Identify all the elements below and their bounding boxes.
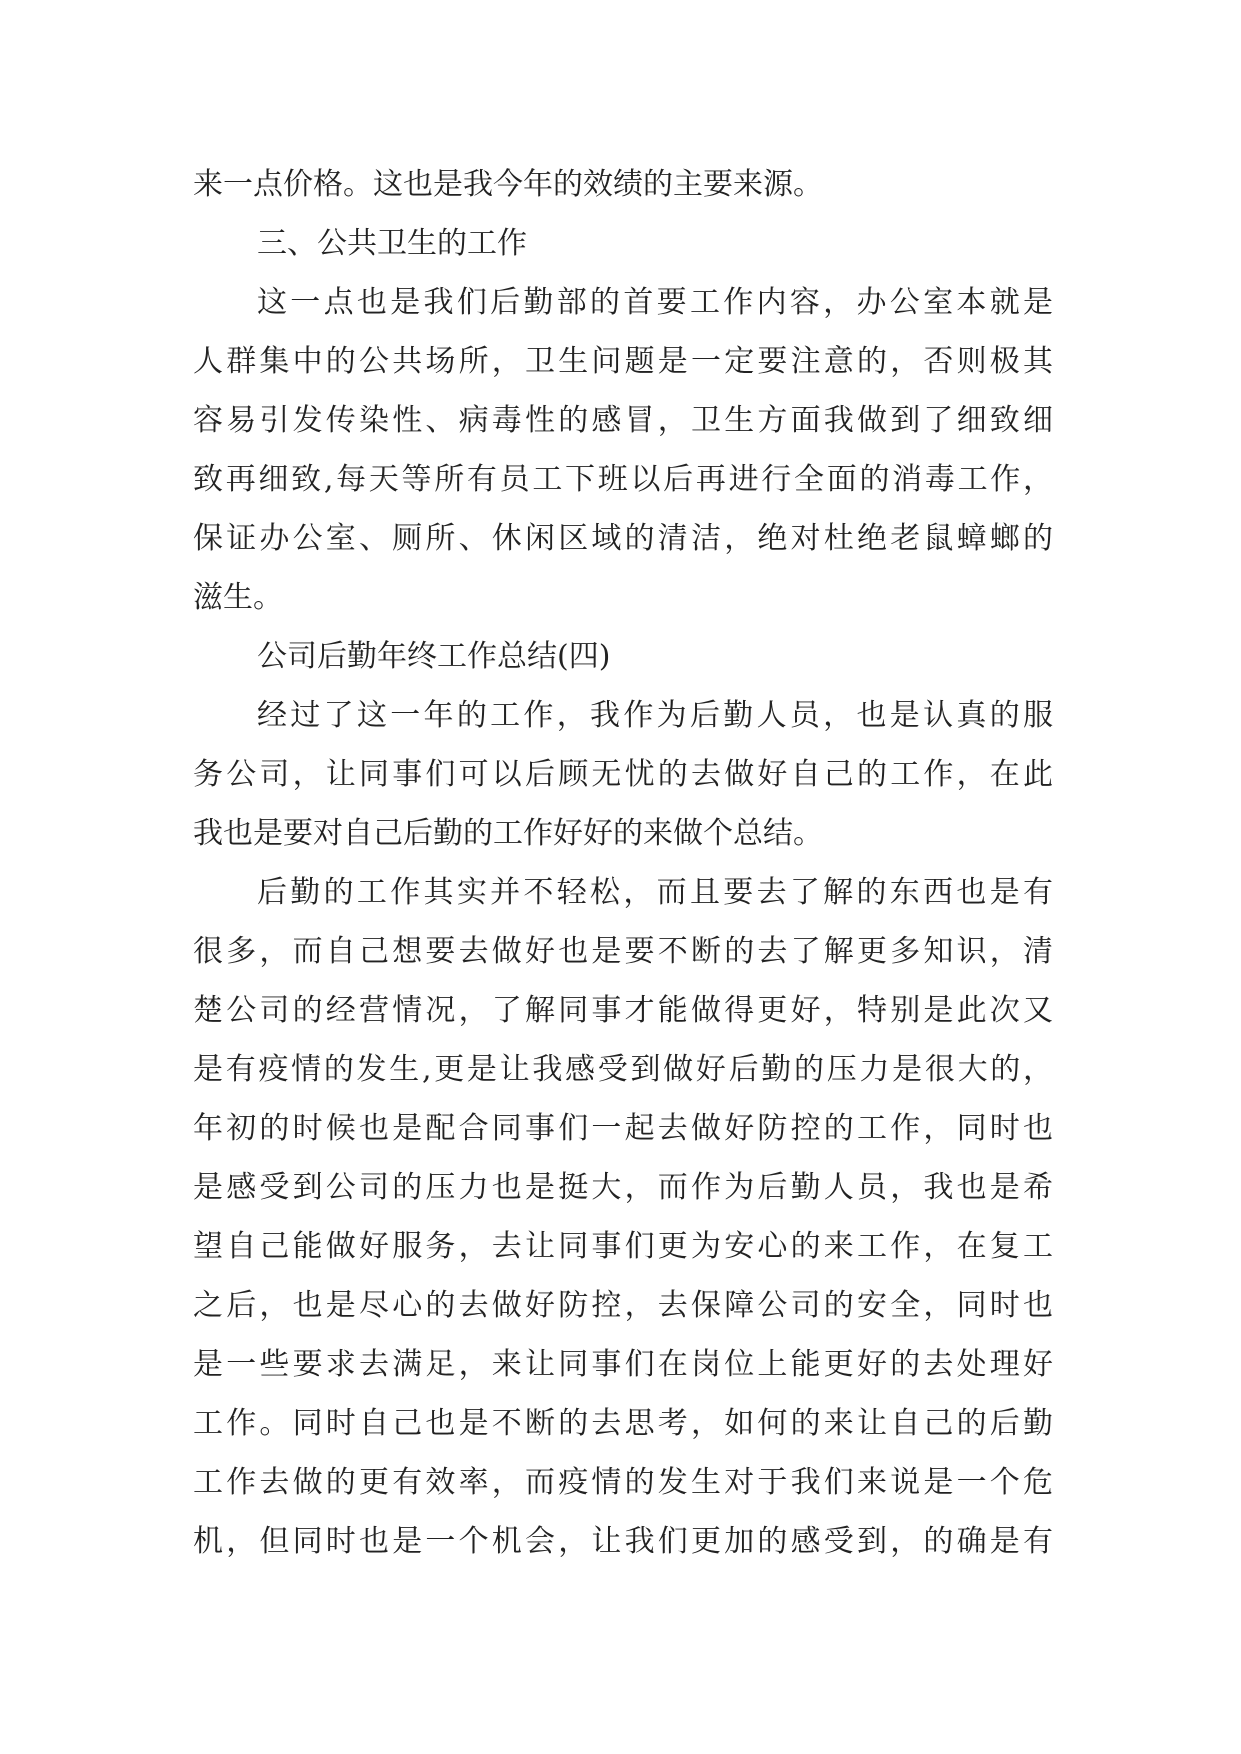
paragraph-line: 之后，也是尽心的去做好防控，去保障公司的安全，同时也: [193, 1288, 1053, 1323]
paragraph-line: 人群集中的公共场所，卫生问题是一定要注意的，否则极其: [193, 344, 1053, 379]
paragraph-line: 望自己能做好服务，去让同事们更为安心的来工作，在复工: [193, 1229, 1053, 1264]
paragraph-line: 是有疫情的发生,更是让我感受到做好后勤的压力是很大的，: [193, 1052, 1053, 1087]
paragraph-line: 工作。同时自己也是不断的去思考，如何的来让自己的后勤: [193, 1406, 1053, 1441]
paragraph-line: 是一些要求去满足，来让同事们在岗位上能更好的去处理好: [193, 1347, 1053, 1382]
paragraph-line: 机，但同时也是一个机会，让我们更加的感受到，的确是有: [193, 1524, 1053, 1559]
document-body: [193, 155, 1053, 1571]
paragraph-line: 楚公司的经营情况，了解同事才能做得更好，特别是此次又: [193, 993, 1053, 1028]
paragraph-line: 我也是要对自己后勤的工作好好的来做个总结。: [193, 816, 823, 851]
paragraph-line: 务公司，让同事们可以后顾无忧的去做好自己的工作，在此: [193, 757, 1053, 792]
paragraph-line: 年初的时候也是配合同事们一起去做好防控的工作，同时也: [193, 1111, 1053, 1146]
paragraph-line: 经过了这一年的工作，我作为后勤人员，也是认真的服: [257, 698, 1053, 733]
paragraph-line: 后勤的工作其实并不轻松，而且要去了解的东西也是有: [257, 875, 1053, 910]
section-heading: 三、公共卫生的工作: [257, 226, 527, 261]
paragraph-line: 是感受到公司的压力也是挺大，而作为后勤人员，我也是希: [193, 1170, 1053, 1205]
paragraph-line: 容易引发传染性、病毒性的感冒，卫生方面我做到了细致细: [193, 403, 1053, 438]
paragraph-line: 很多，而自己想要去做好也是要不断的去了解更多知识，清: [193, 934, 1053, 969]
paragraph-line: 保证办公室、厕所、休闲区域的清洁，绝对杜绝老鼠蟑螂的: [193, 521, 1053, 556]
paragraph-line: 这一点也是我们后勤部的首要工作内容，办公室本就是: [257, 285, 1053, 320]
section-heading: 公司后勤年终工作总结(四): [257, 639, 611, 674]
paragraph-line: 来一点价格。这也是我今年的效绩的主要来源。: [193, 167, 823, 202]
paragraph-line: 工作去做的更有效率，而疫情的发生对于我们来说是一个危: [193, 1465, 1053, 1500]
paragraph-line: 滋生。: [193, 580, 283, 615]
paragraph-line: 致再细致,每天等所有员工下班以后再进行全面的消毒工作，: [193, 462, 1053, 497]
